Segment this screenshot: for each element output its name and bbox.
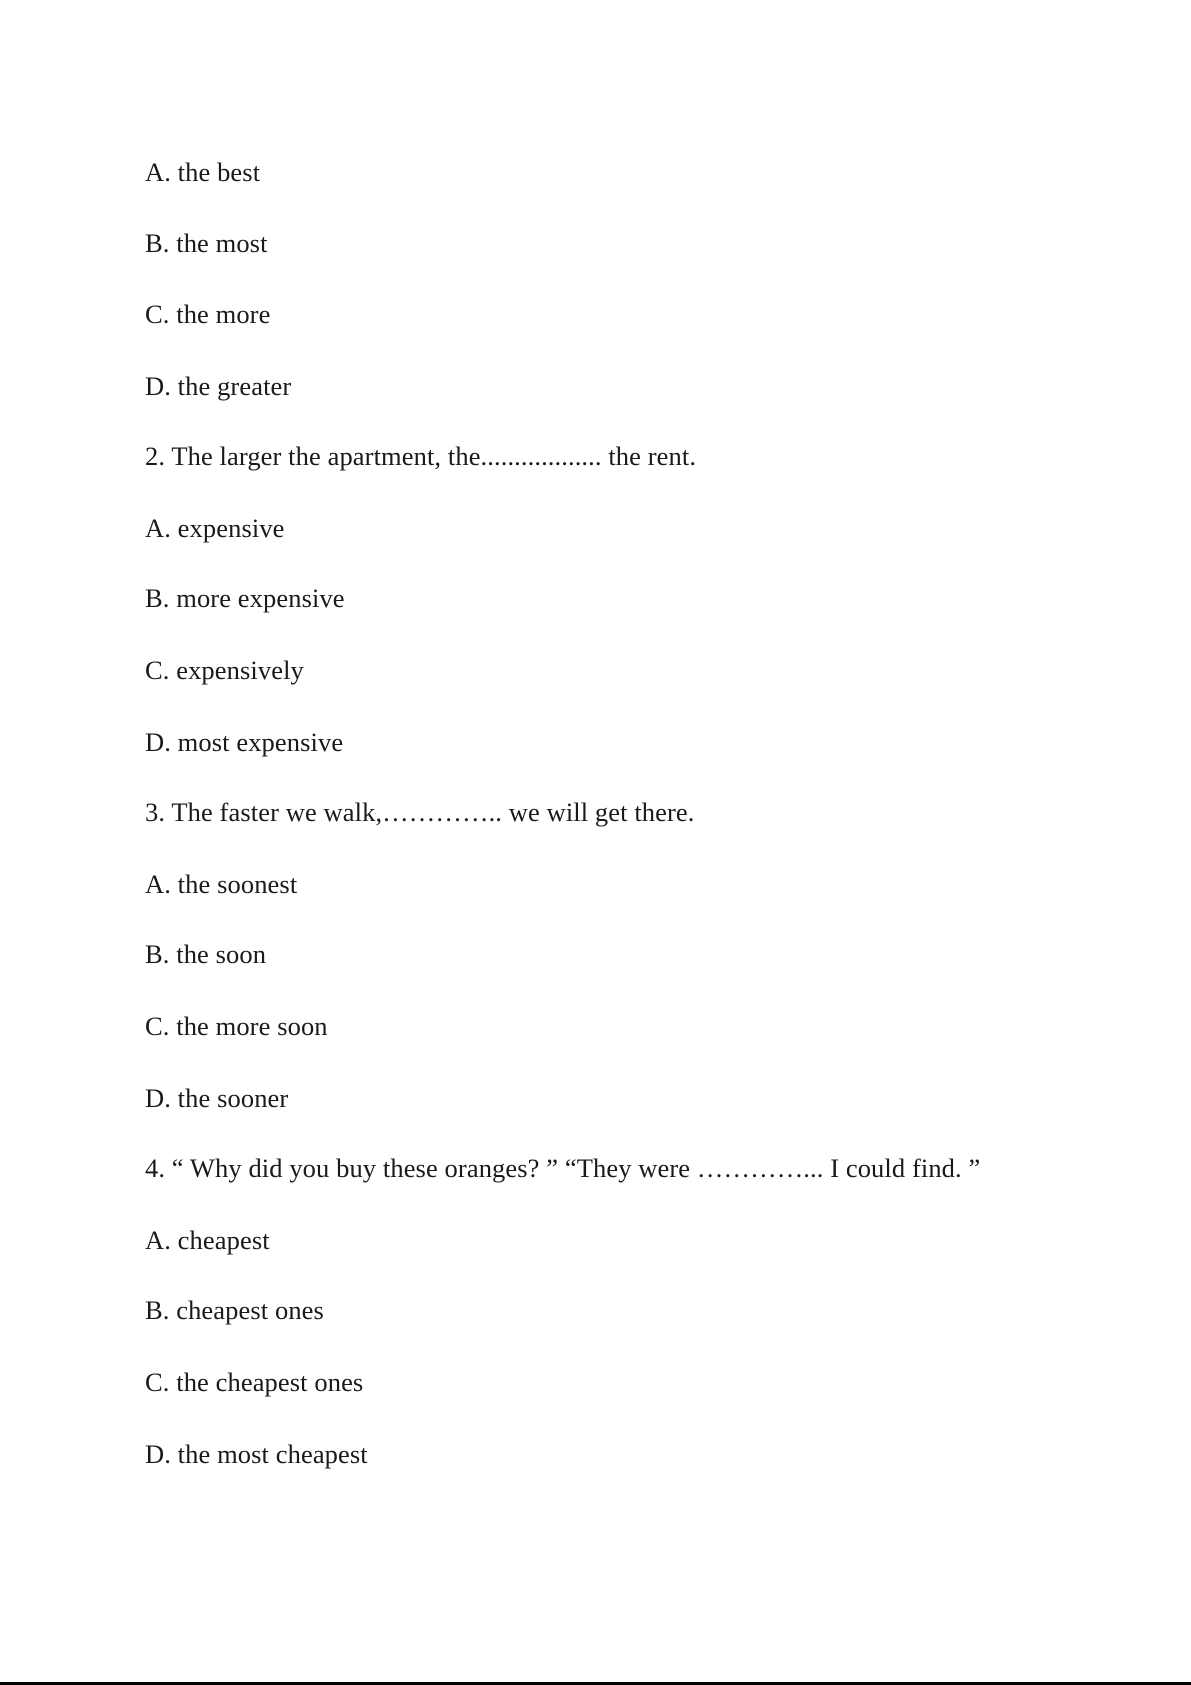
q2-option-c: C. expensively [145, 655, 304, 685]
q4-stem: 4. “ Why did you buy these oranges? ” “They were …………... I could find. ” [145, 1153, 981, 1183]
q4-option-c: C. the cheapest ones [145, 1367, 364, 1397]
q2-option-d: D. most expensive [145, 727, 344, 757]
q2-stem: 2. The larger the apartment, the.................. the rent. [145, 441, 697, 471]
q1-option-a: A. the best [145, 157, 261, 187]
q1-option-b: B. the most [145, 228, 268, 258]
q3-option-b: B. the soon [145, 939, 267, 969]
q3-stem: 3. The faster we walk,………….. we will get there. [145, 797, 695, 827]
q3-option-d: D. the sooner [145, 1083, 289, 1113]
q2-option-b: B. more expensive [145, 583, 345, 613]
q2-option-a: A. expensive [145, 513, 285, 543]
q3-option-c: C. the more soon [145, 1011, 328, 1041]
q1-option-c: C. the more [145, 299, 271, 329]
q4-option-b: B. cheapest ones [145, 1295, 324, 1325]
q1-option-d: D. the greater [145, 371, 292, 401]
q4-option-a: A. cheapest [145, 1225, 270, 1255]
q3-option-a: A. the soonest [145, 869, 298, 899]
q4-option-d: D. the most cheapest [145, 1439, 368, 1469]
